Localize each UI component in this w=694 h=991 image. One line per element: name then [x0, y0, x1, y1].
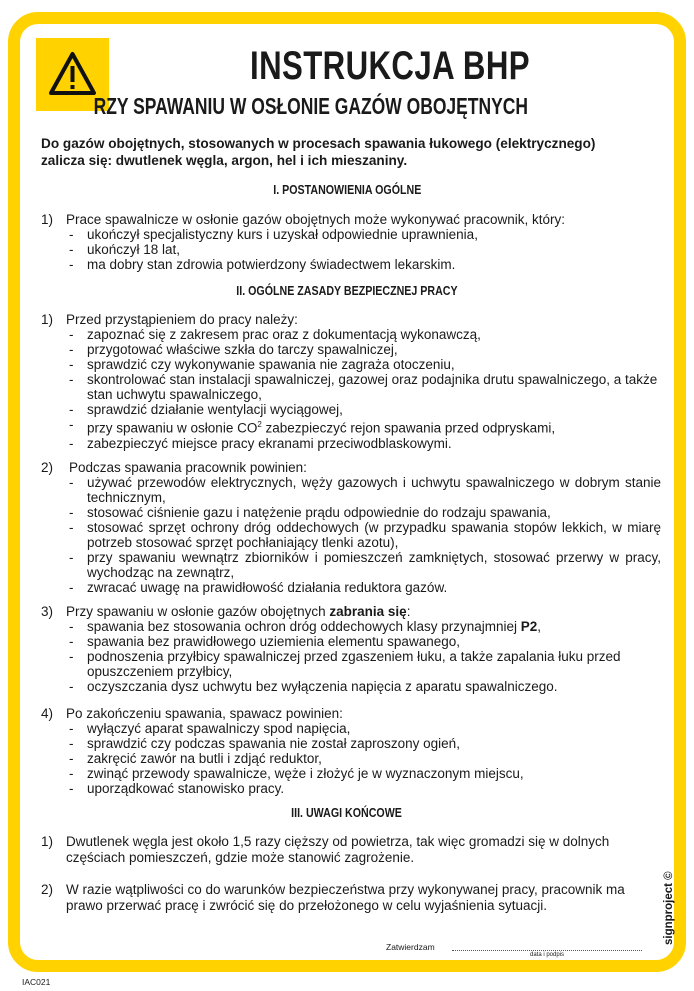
list-item: - zakręcić zawór na butli i zdjąć reduktor,	[66, 751, 661, 766]
section2-point2	[41, 460, 661, 595]
list-item: - wyłączyć aparat spawalniczy spod napięcia,	[66, 721, 661, 736]
bullet-list	[66, 227, 661, 272]
intro-line: Do gazów obojętnych, stosowanych w procesach spawania łukowego (elektrycznego)	[41, 136, 596, 151]
point-text: W razie wątpliwości co do warunków bezpieczeństwa przy wykonywanej pracy, pracownik ma prawo przerwać pracę i zwrócić się do przełożonego w celu wyjaśnienia sytuacji.	[66, 882, 625, 913]
bullet-list	[66, 327, 661, 451]
signature-line	[452, 950, 642, 951]
section-heading: I. POSTANOWIENIA OGÓLNE	[272, 182, 422, 197]
brand-label: signproject ©	[663, 871, 675, 945]
point-number: 3)	[41, 604, 54, 619]
list-item: - sprawdzić czy wykonywanie spawania nie zagraża otoczeniu,	[66, 357, 661, 372]
bullet-list	[66, 721, 661, 796]
list-item: - ukończył specjalistyczny kurs i uzyskał odpowiednie uprawnienia,	[66, 227, 661, 242]
list-item: - stosować ciśnienie gazu i natężenie prądu odpowiednie do rodzaju spawania,	[66, 505, 661, 520]
point-number: 1)	[41, 312, 54, 327]
point-number: 1)	[41, 834, 54, 849]
list-item: - używać przewodów elektrycznych, węży gazowych i uchwytu spawalniczego w dobrym stanie technicznym,	[66, 475, 661, 505]
product-code: IAC021	[22, 977, 51, 987]
point-number: 4)	[41, 706, 54, 721]
list-item: - podnoszenia przyłbicy spawalniczej przed zgaszeniem łuku, a także zapalania łuku przed opuszczeniem przyłbicy,	[66, 649, 661, 679]
section2-point1	[41, 312, 661, 451]
page-subtitle: RZY SPAWANIU W OSŁONIE GAZÓW OBOJĘTNYCH	[93, 93, 529, 119]
list-item: - stosować sprzęt ochrony dróg oddechowych (w przypadku spawania stopów lekkich, w miarę potrzeb stosować sprzęt pochłaniający tlenki azotu),	[66, 520, 661, 550]
point-lead: Prace spawalnicze w osłonie gazów obojętnych może wykonywać pracownik, który:	[66, 212, 565, 227]
list-item: - sprawdzić czy podczas spawania nie został zaproszony ogień,	[66, 736, 661, 751]
intro-line: zalicza się: dwutlenek węgla, argon, hel i ich mieszaniny.	[41, 153, 408, 168]
section2-point3	[41, 604, 661, 694]
section1-point1	[41, 212, 661, 272]
list-item: - zapoznać się z zakresem prac oraz z dokumentacją wykonawczą,	[66, 327, 661, 342]
list-item: - spawania bez stosowania ochron dróg oddechowych klasy przynajmniej P2,	[66, 619, 661, 634]
bullet-list	[66, 619, 661, 694]
approve-label: Zatwierdzam	[386, 942, 435, 952]
list-item: - sprawdzić działanie wentylacji wyciągowej,	[66, 402, 661, 417]
point-lead: Podczas spawania pracownik powinien:	[69, 460, 307, 475]
list-item: - oczyszczania dysz uchwytu bez wyłączenia napięcia z aparatu spawalniczego.	[66, 679, 661, 694]
list-item: - uporządkować stanowisko pracy.	[66, 781, 661, 796]
list-item: - zabezpieczyć miejsce pracy ekranami przeciwodblaskowymi.	[66, 436, 661, 451]
section3-point1	[41, 834, 661, 866]
list-item: - przy spawaniu wewnątrz zbiorników i pomieszczeń zamkniętych, stosować przerwy w pracy, wychodząc na zewnątrz,	[66, 550, 661, 580]
section-heading: II. OGÓLNE ZASADY BEZPIECZNEJ PRACY	[236, 283, 458, 298]
point-lead: Po zakończeniu spawania, spawacz powinien:	[66, 706, 343, 721]
point-number: 2)	[41, 882, 54, 897]
list-item: - zwracać uwagę na prawidłowość działania reduktora gazów.	[66, 580, 661, 595]
point-number: 2)	[41, 460, 54, 475]
list-item: - zwinąć przewody spawalnicze, węże i złożyć je w wyznaczonym miejscu,	[66, 766, 661, 781]
date-sign-label: data i podpis	[530, 952, 565, 958]
section-heading: III. UWAGI KOŃCOWE	[291, 805, 403, 820]
list-item: - ukończył 18 lat,	[66, 242, 661, 257]
intro-text	[41, 135, 661, 169]
page-title: INSTRUKCJA BHP	[250, 44, 530, 88]
point-number: 1)	[41, 212, 54, 227]
point-lead: Przed przystąpieniem do pracy należy:	[66, 312, 298, 327]
point-lead: Przy spawaniu w osłonie gazów obojętnych zabrania się:	[66, 604, 411, 619]
bullet-list	[66, 475, 661, 595]
section2-point4	[41, 706, 661, 796]
list-item: - przygotować właściwe szkła do tarczy spawalniczej,	[66, 342, 661, 357]
list-item: - spawania bez prawidłowego uziemienia elementu spawanego,	[66, 634, 661, 649]
point-text: Dwutlenek węgla jest około 1,5 razy cięższy od powietrza, tak więc gromadzi się w dolnych częściach pomieszczeń, gdzie może stanowić zagrożenie.	[66, 834, 610, 865]
list-item: - skontrolować stan instalacji spawalniczej, gazowej oraz podajnika drutu spawalniczego, a także stan uchwytu spawalniczego,	[66, 372, 661, 402]
list-item: - przy spawaniu w osłonie $CO^2$ zabezpieczyć rejon spawania przed odpryskami,	[66, 417, 661, 436]
list-item: - ma dobry stan zdrowia potwierdzony świadectwem lekarskim.	[66, 257, 661, 272]
section3-point2	[41, 882, 659, 914]
